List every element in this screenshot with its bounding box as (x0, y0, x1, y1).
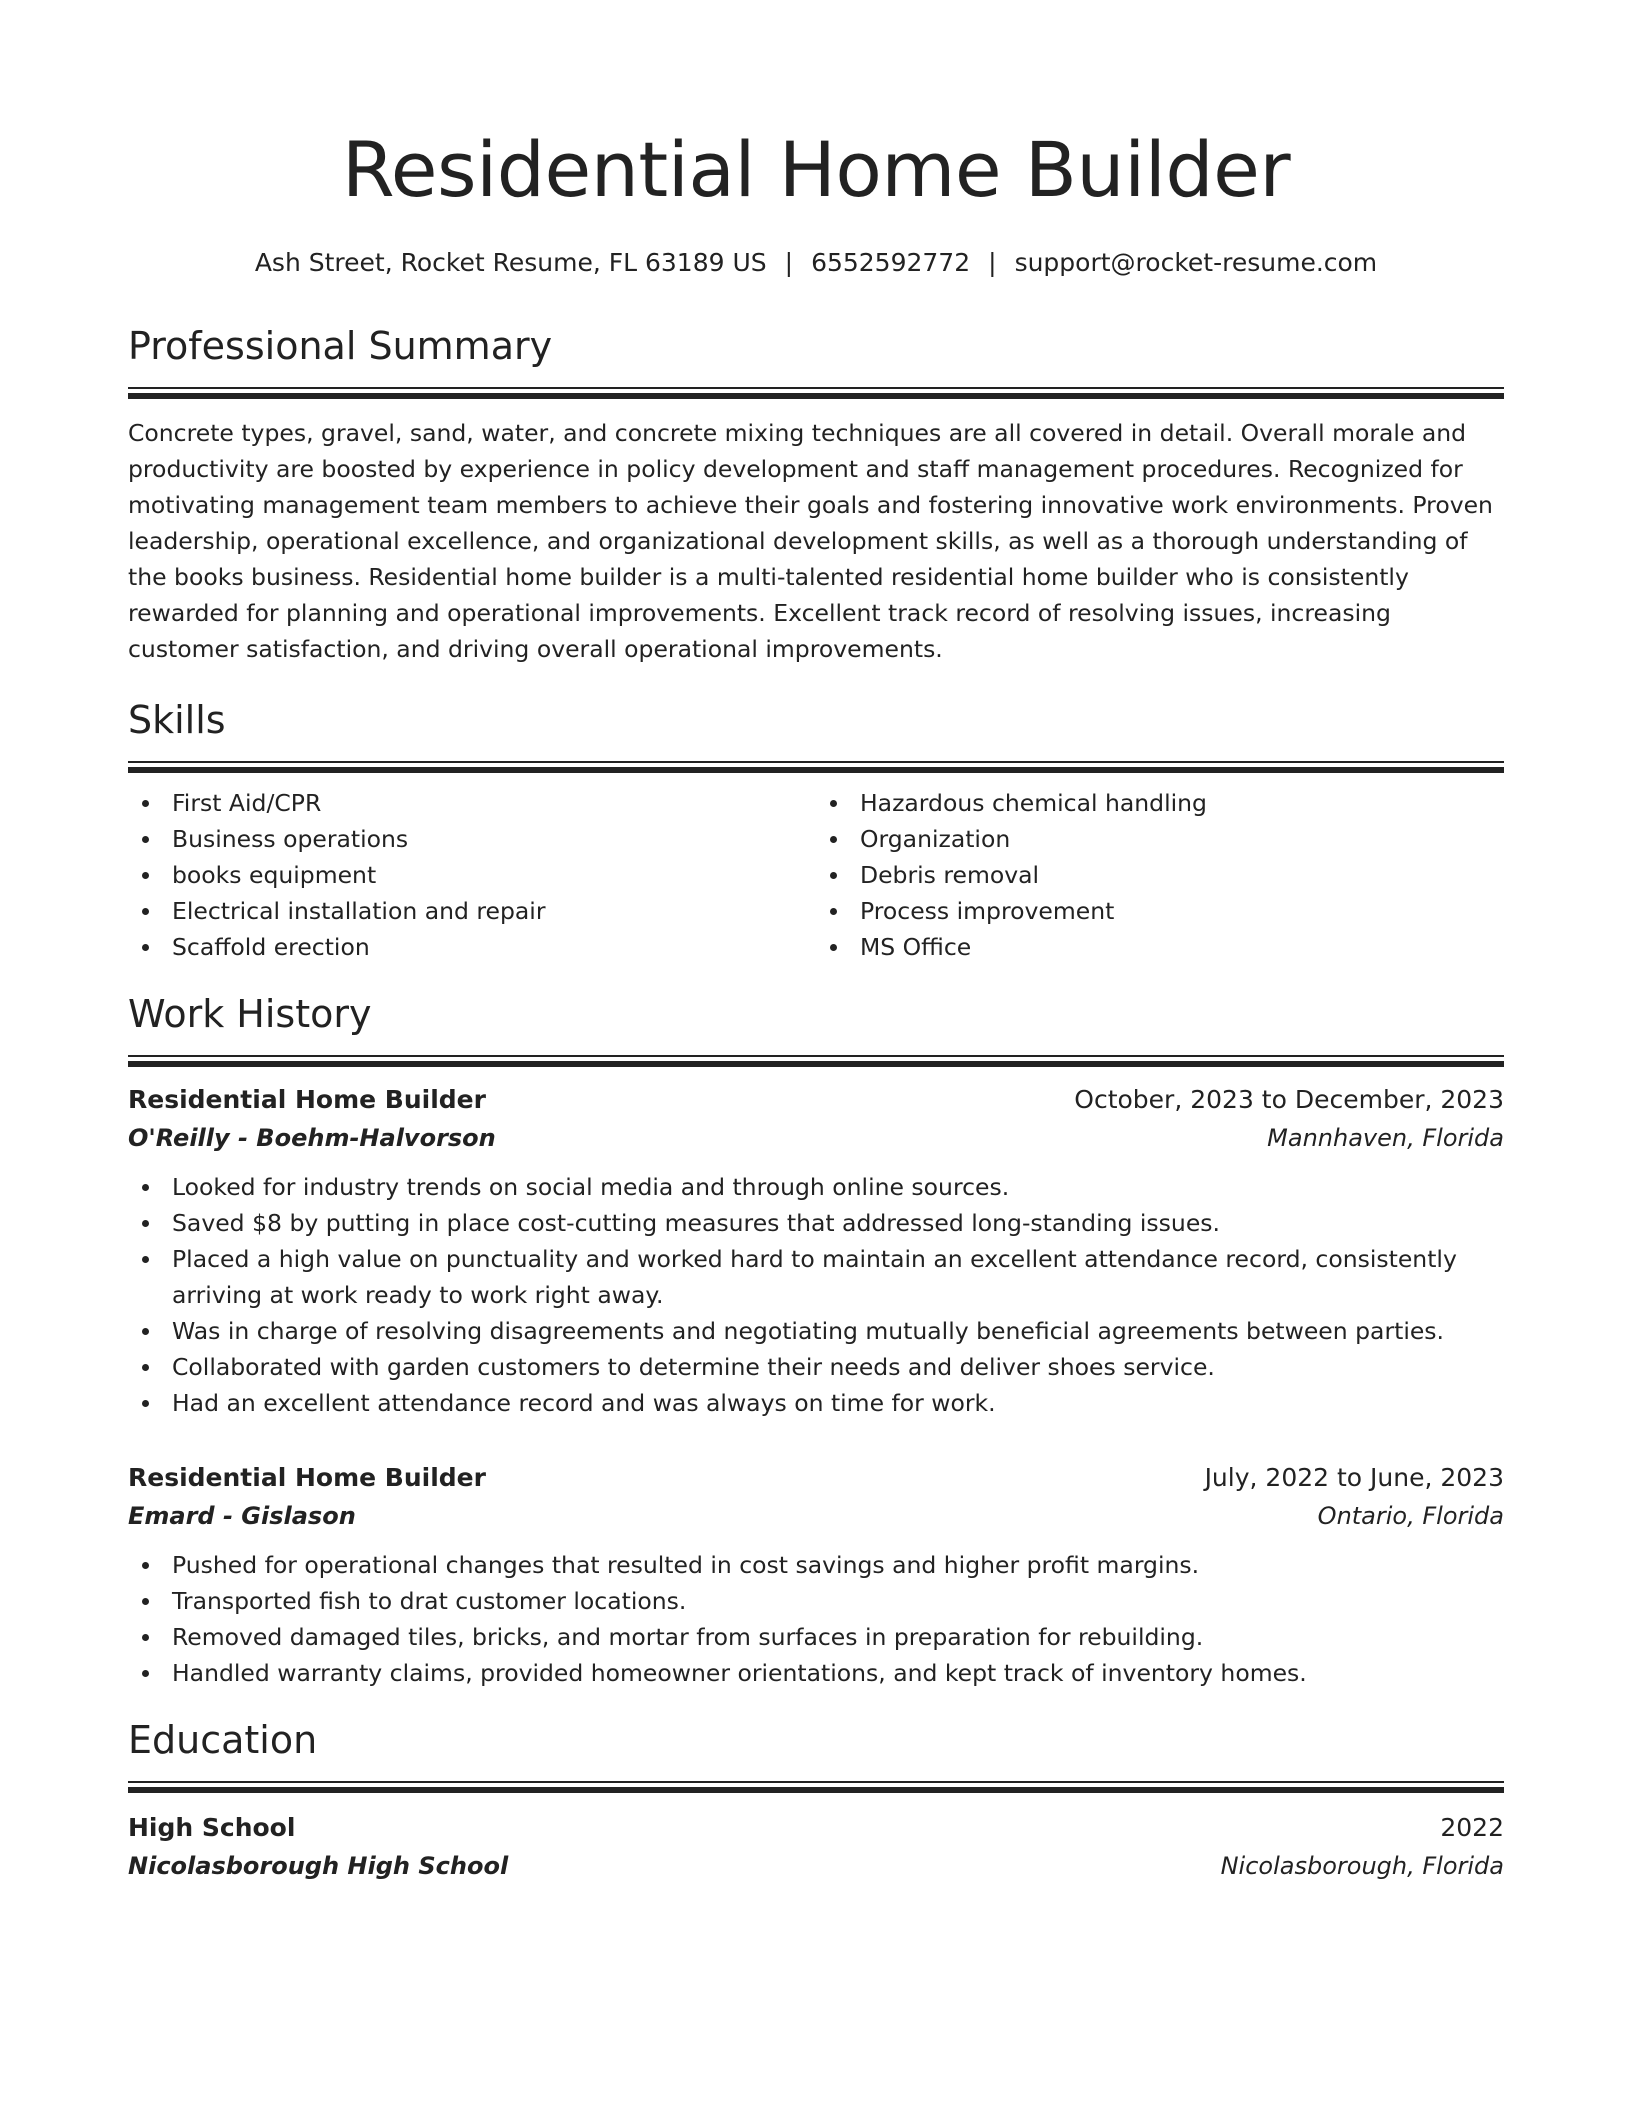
education-school: Nicolasborough High School (128, 1852, 509, 1880)
job-title: Residential Home Builder (128, 1085, 486, 1114)
job-bullet: Pushed for operational changes that resulted in cost savings and higher profit margins. (128, 1547, 1504, 1583)
job-bullet: Placed a high value on punctuality and worked hard to maintain an excellent attendance record, consistently arriving at work ready to work right away. (128, 1241, 1504, 1313)
job-header-row (128, 1081, 1504, 1119)
job-bullet: Was in charge of resolving disagreements and negotiating mutually beneficial agreements between parties. (128, 1313, 1504, 1349)
job-company: O'Reilly - Boehm-Halvorson (128, 1124, 496, 1152)
job-dates: October, 2023 to December, 2023 (1074, 1085, 1504, 1114)
skill-item: Business operations (128, 821, 816, 857)
education-degree: High School (128, 1813, 296, 1842)
skill-item: Hazardous chemical handling (816, 785, 1504, 821)
skill-item: Organization (816, 821, 1504, 857)
skills-section (128, 698, 1504, 965)
job-bullet: Transported fish to drat customer locations. (128, 1583, 1504, 1619)
job-company: Emard - Gislason (128, 1502, 356, 1530)
education-year: 2022 (1440, 1813, 1504, 1842)
section-title-summary: Professional Summary (128, 324, 553, 368)
job-bullet: Collaborated with garden customers to determine their needs and deliver shoes service. (128, 1349, 1504, 1385)
section-divider (128, 1781, 1504, 1791)
job-entry (128, 1459, 1504, 1691)
skills-columns (128, 785, 1504, 965)
contact-separator: | (784, 248, 794, 277)
education-location: Nicolasborough, Florida (1220, 1852, 1504, 1880)
skills-list-left (128, 785, 816, 965)
education-section (128, 1718, 1504, 1885)
job-bullet: Removed damaged tiles, bricks, and mortar from surfaces in preparation for rebuilding. (128, 1619, 1504, 1655)
contact-email: support@rocket-resume.com (1014, 248, 1378, 277)
skill-item: Electrical installation and repair (128, 893, 816, 929)
job-dates: July, 2022 to June, 2023 (1204, 1463, 1504, 1492)
job-entry (128, 1081, 1504, 1421)
job-company-row (128, 1119, 1504, 1157)
work-history-section (128, 992, 1504, 1691)
contact-address: Ash Street, Rocket Resume, FL 63189 US (254, 248, 767, 277)
skill-item: books equipment (128, 857, 816, 893)
education-entry (128, 1809, 1504, 1885)
contact-line (128, 248, 1504, 277)
job-bullets (128, 1547, 1504, 1691)
section-divider (128, 1055, 1504, 1065)
job-bullet: Saved $8 by putting in place cost-cutting measures that addressed long-standing issues. (128, 1205, 1504, 1241)
skill-item: Debris removal (816, 857, 1504, 893)
education-school-row (128, 1847, 1504, 1885)
job-bullet: Looked for industry trends on social media and through online sources. (128, 1169, 1504, 1205)
section-title-education: Education (128, 1718, 318, 1762)
job-company-row (128, 1497, 1504, 1535)
skill-item: MS Office (816, 929, 1504, 965)
skills-list-right (816, 785, 1504, 965)
section-title-skills: Skills (128, 698, 226, 742)
section-title-work-history: Work History (128, 992, 372, 1036)
job-bullet: Handled warranty claims, provided homeowner orientations, and kept track of inventory homes. (128, 1655, 1504, 1691)
contact-phone: 6552592772 (811, 248, 971, 277)
skill-item: Scaffold erection (128, 929, 816, 965)
education-header-row (128, 1809, 1504, 1847)
job-header-row (128, 1459, 1504, 1497)
resume-name: Residential Home Builder (341, 125, 1291, 214)
contact-separator: | (988, 248, 997, 277)
skill-item: Process improvement (816, 893, 1504, 929)
summary-section (128, 324, 1504, 667)
section-divider (128, 387, 1504, 397)
section-divider (128, 761, 1504, 771)
skill-item: First Aid/CPR (128, 785, 816, 821)
job-title: Residential Home Builder (128, 1463, 486, 1492)
job-bullets (128, 1169, 1504, 1421)
summary-text: Concrete types, gravel, sand, water, and concrete mixing techniques are all covered in detail. Overall morale and productivity are boosted by experience in policy development and staff management procedures. Recognized for motivating management team members to achieve their goals and fostering innovative work environments. Proven leadership, operational excellence, and organizational development skills, as well as a thorough understanding of the books business. Residential home builder is a multi-talented residential home builder who is consistently rewarded for planning and operational improvements. Excellent track record of resolving issues, increasing customer satisfaction, and driving overall operational improvements. (128, 419, 1493, 663)
job-location: Mannhaven, Florida (1267, 1124, 1504, 1152)
job-bullet: Had an excellent attendance record and was always on time for work. (128, 1385, 1504, 1421)
job-location: Ontario, Florida (1317, 1502, 1504, 1530)
